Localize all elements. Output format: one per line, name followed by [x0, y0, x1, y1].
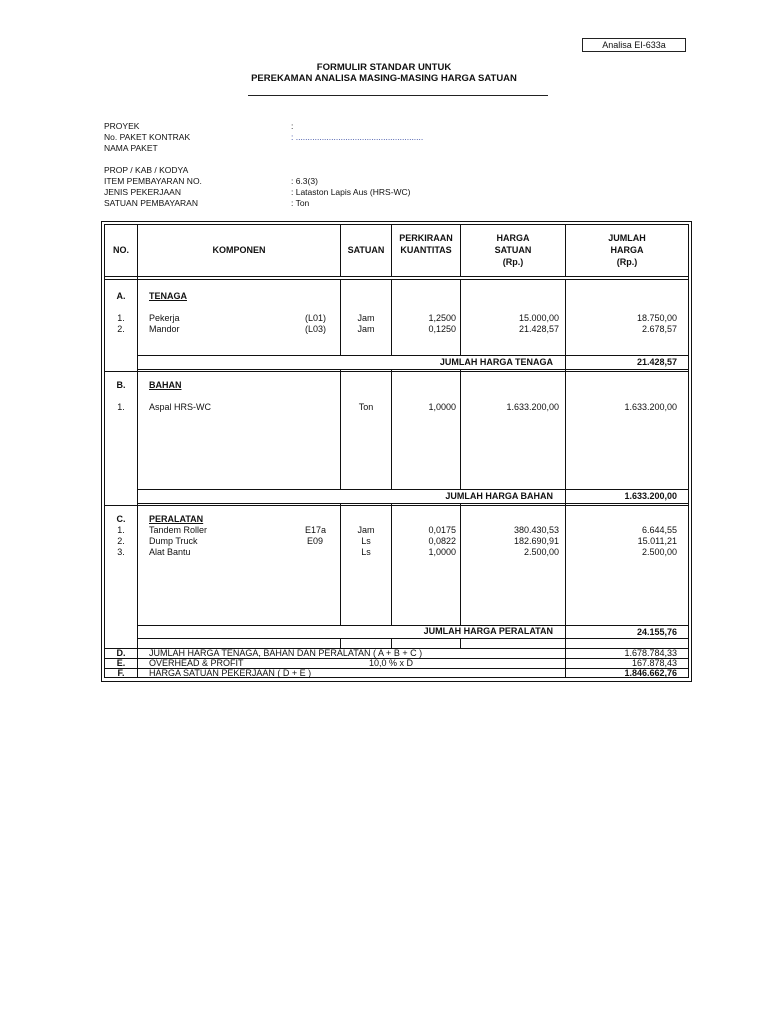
info-label-jenis: JENIS PEKERJAAN: [104, 187, 181, 197]
row-code: (L01): [305, 313, 327, 323]
info-value-proyek: :: [291, 121, 294, 131]
summary-f-label: HARGA SATUAN PEKERJAAN ( D + E ): [149, 668, 312, 678]
row-price: 380.430,53: [513, 525, 559, 535]
analysis-table: [101, 221, 692, 682]
document-code: Analisa EI-633a: [582, 38, 686, 52]
row-unit: Ton: [358, 402, 374, 412]
info-label-prop: PROP / KAB / KODYA: [104, 165, 189, 175]
section-a-title: TENAGA: [149, 291, 187, 301]
row-total: 2.500,00: [641, 547, 677, 557]
header-no: NO.: [112, 245, 129, 255]
header-jumlah-harga: HARGA: [610, 245, 644, 255]
section-c-title: PERALATAN: [149, 514, 204, 524]
row-code: E09: [307, 536, 324, 546]
title-underline: [248, 95, 548, 96]
summary-e-rate: 10,0 % x D: [369, 658, 414, 668]
row-name: Aspal HRS-WC: [149, 402, 212, 412]
row-name: Tandem Roller: [149, 525, 208, 535]
header-perkiraan: PERKIRAAN: [399, 233, 453, 243]
row-name: Mandor: [149, 324, 180, 334]
summary-e-value: 167.878,43: [631, 658, 677, 668]
row-total: 6.644,55: [641, 525, 677, 535]
row-qty: 0,0175: [428, 525, 456, 535]
row-unit: Jam: [357, 525, 375, 535]
row-total: 1.633.200,00: [624, 402, 677, 412]
info-label-item: ITEM PEMBAYARAN NO.: [104, 176, 202, 186]
row-no: 1.: [117, 313, 125, 323]
info-value-satuan: : Ton: [291, 198, 310, 208]
summary-d-label: JUMLAH HARGA TENAGA, BAHAN DAN PERALATAN ( A + B + C ): [149, 648, 423, 658]
info-label-nama-paket: NAMA PAKET: [104, 143, 158, 153]
row-qty: 0,0822: [428, 536, 456, 546]
form-title-line2: PEREKAMAN ANALISA MASING-MASING HARGA SATUAN: [251, 73, 517, 84]
row-price: 1.633.200,00: [506, 402, 559, 412]
row-name: Pekerja: [149, 313, 180, 323]
row-code: E17a: [305, 525, 327, 535]
row-unit: Ls: [361, 536, 371, 546]
header-komponen: KOMPONEN: [212, 245, 266, 255]
section-b-title: BAHAN: [149, 380, 182, 390]
header-kuantitas: KUANTITAS: [400, 245, 452, 255]
row-total: 2.678,57: [641, 324, 677, 334]
row-no: 2.: [117, 324, 125, 334]
subtotal-bahan-label: JUMLAH HARGA BAHAN: [445, 491, 553, 501]
row-no: 2.: [117, 536, 125, 546]
info-label-proyek: PROYEK: [104, 121, 140, 131]
summary-f-value: 1.846.662,76: [624, 668, 677, 678]
row-unit: Ls: [361, 547, 371, 557]
summary-f-letter: F.: [117, 668, 125, 678]
row-qty: 1,0000: [428, 402, 456, 412]
row-no: 1.: [117, 402, 125, 412]
header-harga-rp: (Rp.): [502, 257, 524, 267]
summary-e-letter: E.: [116, 658, 126, 668]
section-b-letter: B.: [116, 380, 126, 390]
subtotal-peralatan-label: JUMLAH HARGA PERALATAN: [423, 626, 553, 636]
row-no: 3.: [117, 547, 125, 557]
row-price: 2.500,00: [523, 547, 559, 557]
row-unit: Jam: [357, 313, 375, 323]
info-value-jenis: : Lataston Lapis Aus (HRS-WC): [291, 187, 411, 197]
header-jumlah: JUMLAH: [608, 233, 646, 243]
row-price: 15.000,00: [518, 313, 559, 323]
row-total: 18.750,00: [636, 313, 677, 323]
row-price: 182.690,91: [513, 536, 559, 546]
row-code: (L03): [305, 324, 327, 334]
summary-d-value: 1.678.784,33: [624, 648, 677, 658]
row-total: 15.011,21: [637, 536, 677, 546]
header-jumlah-rp: (Rp.): [616, 257, 638, 267]
info-label-satuan: SATUAN PEMBAYARAN: [104, 198, 198, 208]
summary-e-label: OVERHEAD & PROFIT: [149, 658, 244, 668]
subtotal-bahan-value: 1.633.200,00: [624, 491, 677, 501]
info-value-paket-kontrak: : ......................................................: [291, 132, 424, 142]
row-qty: 1,2500: [428, 313, 456, 323]
row-name: Dump Truck: [149, 536, 198, 546]
info-value-item: : 6.3(3): [291, 176, 318, 186]
row-qty: 1,0000: [428, 547, 456, 557]
summary-d-letter: D.: [116, 648, 126, 658]
form-title-line1: FORMULIR STANDAR UNTUK: [316, 62, 452, 73]
subtotal-tenaga-label: JUMLAH HARGA TENAGA: [439, 357, 553, 367]
subtotal-tenaga-value: 21.428,57: [636, 357, 677, 367]
header-satuan: SATUAN: [347, 245, 385, 255]
row-qty: 0,1250: [428, 324, 456, 334]
header-harga-satuan: SATUAN: [494, 245, 532, 255]
subtotal-peralatan-value: 24.155,76: [636, 627, 677, 637]
row-name: Alat Bantu: [149, 547, 191, 557]
row-no: 1.: [117, 525, 125, 535]
section-c-letter: C.: [116, 514, 126, 524]
info-label-paket-kontrak: No. PAKET KONTRAK: [104, 132, 191, 142]
row-unit: Jam: [357, 324, 375, 334]
section-a-letter: A.: [116, 291, 126, 301]
header-harga: HARGA: [496, 233, 530, 243]
row-price: 21.428,57: [518, 324, 559, 334]
